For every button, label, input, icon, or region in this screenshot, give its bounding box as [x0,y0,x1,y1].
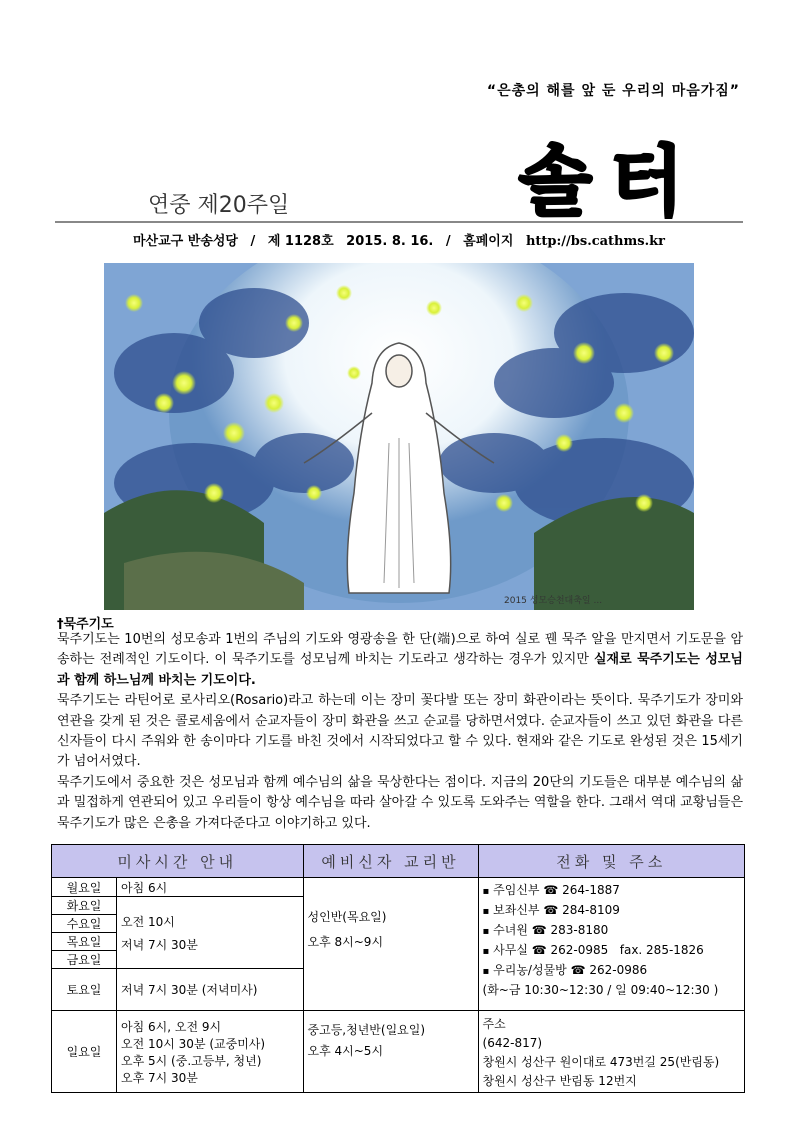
sunday-mass [117,1011,304,1093]
day-sunday: 일요일 [52,1011,117,1093]
monday-mass: 아침 6시 [117,878,304,897]
issue-date: 2015. 8. 16. [346,234,434,249]
mass-times-header: 미사시간 안내 [52,845,304,878]
contact-header: 전화 및 주소 [478,845,744,878]
homepage-link[interactable]: http://bs.cathms.kr [525,234,665,249]
adult-catechism [303,878,478,1011]
schedule-table [51,844,745,1093]
separator: / [250,234,256,249]
adult-class-time: 오후 8시~9시 [307,935,384,949]
sunday-mass-time: 오후 5시 (중.고등부, 청년) [121,1053,262,1068]
adult-class-title: 성인반(목요일) [307,910,387,924]
article-paragraph [57,630,743,691]
weekday-morning: 오전 10시 [121,914,175,929]
postal-code: (642-817) [482,1036,543,1050]
issue-number: 제 1128호 [267,234,334,249]
article-paragraph: 묵주기도에서 중요한 것은 성모님과 함께 예수님의 삶을 묵상한다는 점이다. 지금의 20단의 기도들은 대부분 예수님의 삶과 밀접하게 연관되어 있고 우리들이 항상 예수님을 따라 살아갈 수 있도록 도와주는 역할을 한다. 그래서 역대 교황님들은 묵주기도가 많은 은총을 가져다준다고 이야기하고 있다. [57,774,743,831]
sunday-title: 연중 제20주일 [148,193,290,218]
parish-name: 마산교구 반송성당 [133,234,238,249]
sunday-mass-time: 아침 6시, 오전 9시 [121,1019,222,1034]
store-hours: (화~금 10:30~12:30 / 일 09:40~12:30 ) [482,983,719,997]
weekday-evening: 저녁 7시 30분 [121,937,198,952]
day-thursday: 목요일 [52,933,117,951]
article-paragraph: 묵주기도는 라틴어로 로사리오(Rosario)라고 하는데 이는 장미 꽃다발 또는 장미 화관이라는 뜻이다. 묵주기도가 장미와 연관을 갖게 된 것은 콜로세움에서 순교자들이 장미 화관을 쓰고 순교를 당하면서였다. 순교자들이 쓰고 있던 화관을 다른 신자들이 다시 주워와 한 송이마다 기도를 바친 것에서 시작되었다고 할 수 있다. 현재와 같은 기도로 완성된 것은 15세기가 넘어서였다. [57,693,743,770]
catechism-header: 예비신자 교리반 [303,845,478,878]
contact-item: ▪ 보좌신부 ☎ 284-8109 [482,903,620,917]
logo-text: 솔터 [518,140,702,220]
contact-item: ▪ 수녀원 ☎ 283-8180 [482,923,609,937]
address-line: 창원시 성산구 원이대로 473번길 25(반림동) [482,1055,720,1069]
separator: / [445,234,451,249]
day-monday: 월요일 [52,878,117,897]
saturday-mass: 저녁 7시 30분 (저녁미사) [117,969,304,1011]
bulletin-logo [490,140,730,220]
day-saturday: 토요일 [52,969,117,1011]
day-friday: 금요일 [52,951,117,969]
article-title: †묵주기도 [57,617,114,632]
youth-class-title: 중고등,청년반(일요일) [307,1023,426,1037]
contact-item: ▪ 우리농/성물방 ☎ 262-0986 [482,963,648,977]
article-body [57,630,743,834]
day-wednesday: 수요일 [52,915,117,933]
address-label: 주소 [482,1017,506,1031]
homepage-label: 홈페이지 [463,234,514,249]
weekday-mass [117,897,304,969]
contact-list [478,878,744,1011]
address-block [478,1011,744,1093]
paragraph-emphasis: 실재로 묵주기도는 성모님과 함께 하느님께 바치는 기도이다. [57,652,743,688]
header-divider [55,221,743,223]
issue-info [55,230,743,249]
address-line: 창원시 성산구 반림동 12번지 [482,1074,637,1088]
virgin-mary-painting [104,263,694,610]
sunday-mass-time: 오후 7시 30분 [121,1070,198,1085]
youth-catechism [303,1011,478,1093]
contact-item: ▪ 사무실 ☎ 262-0985 fax. 285-1826 [482,943,704,957]
day-tuesday: 화요일 [52,897,117,915]
motto: “은총의 해를 앞 둔 우리의 마음가짐” [486,83,740,99]
sunday-mass-time: 오전 10시 30분 (교중미사) [121,1036,266,1051]
contact-item: ▪ 주임신부 ☎ 264-1887 [482,883,620,897]
paragraph-text: 묵주기도는 10번의 성모송과 1번의 주님의 기도와 영광송을 한 단(端)으로 하여 실로 꿴 묵주 알을 만지면서 기도문을 암송하는 전례적인 기도이다. 이 묵주기도를 성모님께 바치는 기도라고 생각하는 경우가 있지만 [57,632,743,668]
youth-class-time: 오후 4시~5시 [307,1044,384,1058]
painting-caption: 2015 성모승천대축일 ... [504,596,603,606]
